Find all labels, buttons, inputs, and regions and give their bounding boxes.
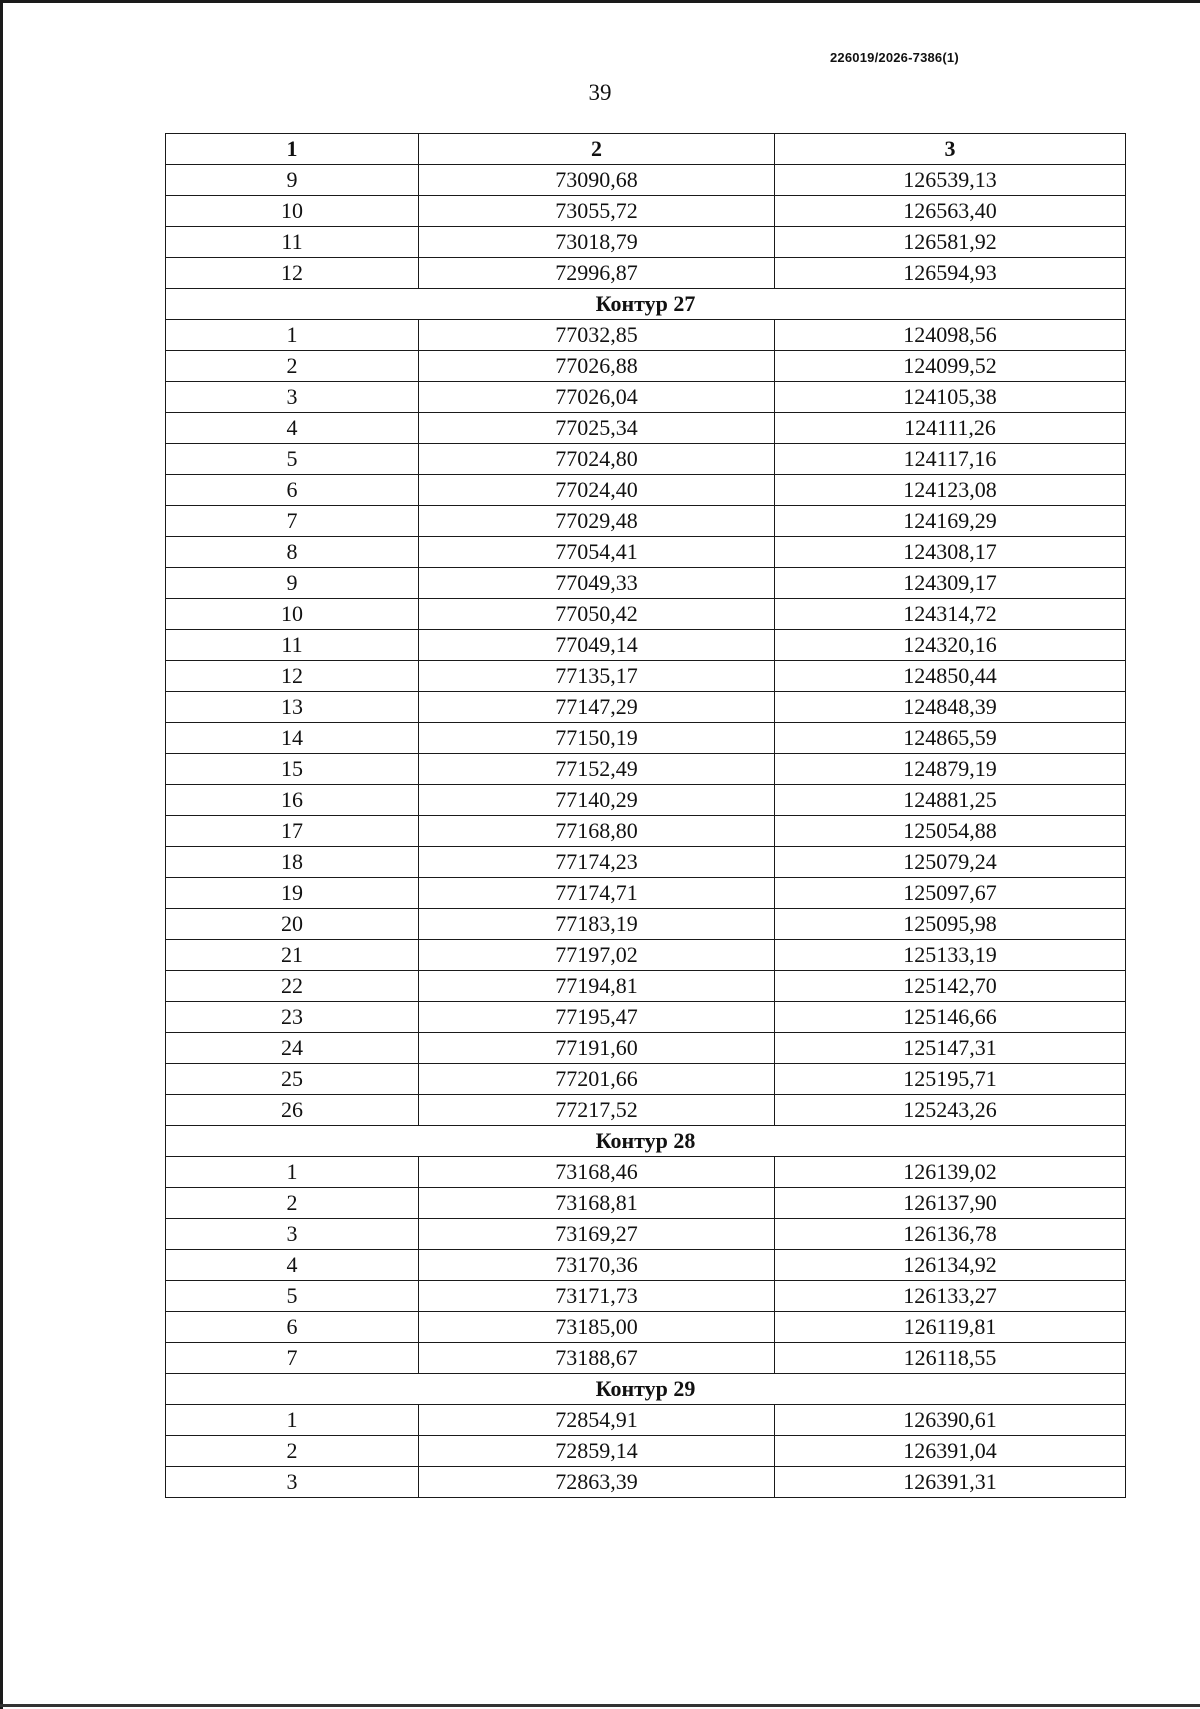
coordinate-x-cell: 77026,88 (419, 351, 775, 382)
point-number-cell: 14 (166, 723, 419, 754)
point-number-cell: 8 (166, 537, 419, 568)
coordinate-x-cell: 77194,81 (419, 971, 775, 1002)
point-number-cell: 10 (166, 196, 419, 227)
column-header: 1 (166, 134, 419, 165)
table-row (166, 878, 1126, 909)
coordinate-y-cell: 125097,67 (775, 878, 1126, 909)
table-row (166, 661, 1126, 692)
coordinate-x-cell: 73188,67 (419, 1343, 775, 1374)
table-row (166, 940, 1126, 971)
coordinate-x-cell: 77183,19 (419, 909, 775, 940)
page-top-edge (0, 0, 1200, 3)
coordinate-x-cell: 77197,02 (419, 940, 775, 971)
coordinate-y-cell: 126539,13 (775, 165, 1126, 196)
point-number-cell: 4 (166, 413, 419, 444)
point-number-cell: 4 (166, 1250, 419, 1281)
coordinate-y-cell: 126134,92 (775, 1250, 1126, 1281)
coordinate-y-cell: 125243,26 (775, 1095, 1126, 1126)
coordinate-x-cell: 73018,79 (419, 227, 775, 258)
point-number-cell: 2 (166, 351, 419, 382)
table-row (166, 692, 1126, 723)
coordinate-x-cell: 77050,42 (419, 599, 775, 630)
table-row (166, 258, 1126, 289)
coordinate-y-cell: 124879,19 (775, 754, 1126, 785)
coordinate-x-cell: 77025,34 (419, 413, 775, 444)
coordinate-y-cell: 124865,59 (775, 723, 1126, 754)
point-number-cell: 22 (166, 971, 419, 1002)
coordinate-y-cell: 126118,55 (775, 1343, 1126, 1374)
table-row (166, 785, 1126, 816)
coordinate-x-cell: 73168,81 (419, 1188, 775, 1219)
table-row (166, 1188, 1126, 1219)
point-number-cell: 13 (166, 692, 419, 723)
coordinate-y-cell: 125095,98 (775, 909, 1126, 940)
contour-title: Контур 27 (166, 289, 1126, 320)
column-header: 3 (775, 134, 1126, 165)
coordinate-y-cell: 124314,72 (775, 599, 1126, 630)
table-row (166, 754, 1126, 785)
point-number-cell: 11 (166, 630, 419, 661)
coordinate-y-cell: 124308,17 (775, 537, 1126, 568)
coordinate-y-cell: 124848,39 (775, 692, 1126, 723)
coordinate-x-cell: 73168,46 (419, 1157, 775, 1188)
table-row (166, 1436, 1126, 1467)
point-number-cell: 5 (166, 1281, 419, 1312)
coordinate-x-cell: 73090,68 (419, 165, 775, 196)
coordinate-y-cell: 124111,26 (775, 413, 1126, 444)
coordinate-x-cell: 73171,73 (419, 1281, 775, 1312)
point-number-cell: 5 (166, 444, 419, 475)
point-number-cell: 3 (166, 382, 419, 413)
coordinate-y-cell: 126139,02 (775, 1157, 1126, 1188)
coordinate-y-cell: 124117,16 (775, 444, 1126, 475)
table-row (166, 723, 1126, 754)
coordinate-y-cell: 124309,17 (775, 568, 1126, 599)
table-row (166, 568, 1126, 599)
coordinate-x-cell: 72854,91 (419, 1405, 775, 1436)
coordinate-x-cell: 77049,14 (419, 630, 775, 661)
table-row (166, 351, 1126, 382)
contour-title: Контур 29 (166, 1374, 1126, 1405)
table-row (166, 1064, 1126, 1095)
table-row (166, 1467, 1126, 1498)
point-number-cell: 25 (166, 1064, 419, 1095)
coordinate-y-cell: 126136,78 (775, 1219, 1126, 1250)
coordinate-x-cell: 77024,40 (419, 475, 775, 506)
coordinate-x-cell: 77147,29 (419, 692, 775, 723)
coordinate-y-cell: 124850,44 (775, 661, 1126, 692)
point-number-cell: 15 (166, 754, 419, 785)
table-row (166, 1033, 1126, 1064)
coordinate-y-cell: 124123,08 (775, 475, 1126, 506)
table-row (166, 320, 1126, 351)
coordinate-x-cell: 72859,14 (419, 1436, 775, 1467)
coordinate-y-cell: 125054,88 (775, 816, 1126, 847)
table-row (166, 909, 1126, 940)
point-number-cell: 11 (166, 227, 419, 258)
coordinate-y-cell: 126581,92 (775, 227, 1126, 258)
coordinate-x-cell: 77135,17 (419, 661, 775, 692)
coordinate-y-cell: 126563,40 (775, 196, 1126, 227)
table-body (166, 165, 1126, 1498)
coordinate-y-cell: 125142,70 (775, 971, 1126, 1002)
point-number-cell: 6 (166, 1312, 419, 1343)
coordinate-y-cell: 124105,38 (775, 382, 1126, 413)
table-row (166, 1312, 1126, 1343)
point-number-cell: 7 (166, 1343, 419, 1374)
coordinate-y-cell: 126137,90 (775, 1188, 1126, 1219)
coordinate-x-cell: 77032,85 (419, 320, 775, 351)
table-row (166, 1250, 1126, 1281)
document-reference: 226019/2026-7386(1) (830, 50, 959, 65)
page-left-edge (0, 0, 3, 1709)
point-number-cell: 26 (166, 1095, 419, 1126)
point-number-cell: 1 (166, 1405, 419, 1436)
point-number-cell: 12 (166, 258, 419, 289)
table-row (166, 444, 1126, 475)
coordinate-x-cell: 72996,87 (419, 258, 775, 289)
table-row (166, 382, 1126, 413)
coordinate-x-cell: 72863,39 (419, 1467, 775, 1498)
table-row (166, 1281, 1126, 1312)
coordinate-y-cell: 125195,71 (775, 1064, 1126, 1095)
point-number-cell: 9 (166, 165, 419, 196)
point-number-cell: 2 (166, 1188, 419, 1219)
coordinate-y-cell: 125146,66 (775, 1002, 1126, 1033)
point-number-cell: 2 (166, 1436, 419, 1467)
coordinate-x-cell: 77217,52 (419, 1095, 775, 1126)
contour-section-row (166, 1126, 1126, 1157)
point-number-cell: 3 (166, 1219, 419, 1250)
contour-section-row (166, 1374, 1126, 1405)
coordinate-y-cell: 125147,31 (775, 1033, 1126, 1064)
coordinate-y-cell: 126391,04 (775, 1436, 1126, 1467)
table-row (166, 1095, 1126, 1126)
table-row (166, 847, 1126, 878)
coordinate-x-cell: 77152,49 (419, 754, 775, 785)
point-number-cell: 18 (166, 847, 419, 878)
coordinate-y-cell: 126390,61 (775, 1405, 1126, 1436)
table-row (166, 630, 1126, 661)
table-row (166, 475, 1126, 506)
coordinate-y-cell: 124320,16 (775, 630, 1126, 661)
coordinate-x-cell: 77201,66 (419, 1064, 775, 1095)
table-row (166, 506, 1126, 537)
coordinate-y-cell: 125133,19 (775, 940, 1126, 971)
table-row (166, 971, 1126, 1002)
coordinate-y-cell: 124169,29 (775, 506, 1126, 537)
coordinate-y-cell: 124099,52 (775, 351, 1126, 382)
coordinate-x-cell: 77195,47 (419, 1002, 775, 1033)
coordinate-y-cell: 126119,81 (775, 1312, 1126, 1343)
coordinate-x-cell: 77049,33 (419, 568, 775, 599)
column-header: 2 (419, 134, 775, 165)
coordinate-x-cell: 73170,36 (419, 1250, 775, 1281)
point-number-cell: 9 (166, 568, 419, 599)
point-number-cell: 19 (166, 878, 419, 909)
coordinate-y-cell: 124098,56 (775, 320, 1126, 351)
coordinate-x-cell: 77168,80 (419, 816, 775, 847)
page-bottom-edge (0, 1704, 1200, 1707)
coordinate-y-cell: 126594,93 (775, 258, 1126, 289)
point-number-cell: 20 (166, 909, 419, 940)
contour-section-row (166, 289, 1126, 320)
point-number-cell: 1 (166, 320, 419, 351)
table-row (166, 1157, 1126, 1188)
coordinate-y-cell: 126391,31 (775, 1467, 1126, 1498)
page-number: 39 (588, 80, 612, 105)
table-row (166, 1219, 1126, 1250)
point-number-cell: 10 (166, 599, 419, 630)
table-row (166, 537, 1126, 568)
point-number-cell: 6 (166, 475, 419, 506)
table-row (166, 196, 1126, 227)
coordinate-x-cell: 77150,19 (419, 723, 775, 754)
coordinates-table (165, 133, 1126, 1498)
table-header-row (166, 134, 1126, 165)
table-row (166, 227, 1126, 258)
coordinate-x-cell: 77026,04 (419, 382, 775, 413)
point-number-cell: 17 (166, 816, 419, 847)
point-number-cell: 7 (166, 506, 419, 537)
coordinate-x-cell: 77029,48 (419, 506, 775, 537)
point-number-cell: 16 (166, 785, 419, 816)
coordinate-y-cell: 125079,24 (775, 847, 1126, 878)
point-number-cell: 1 (166, 1157, 419, 1188)
coordinate-x-cell: 73185,00 (419, 1312, 775, 1343)
coordinate-y-cell: 124881,25 (775, 785, 1126, 816)
table-row (166, 1002, 1126, 1033)
table-row (166, 816, 1126, 847)
coordinate-x-cell: 77140,29 (419, 785, 775, 816)
coordinate-x-cell: 77054,41 (419, 537, 775, 568)
coordinate-x-cell: 73055,72 (419, 196, 775, 227)
table-row (166, 1405, 1126, 1436)
coordinate-y-cell: 126133,27 (775, 1281, 1126, 1312)
point-number-cell: 23 (166, 1002, 419, 1033)
coordinate-x-cell: 77191,60 (419, 1033, 775, 1064)
coordinate-x-cell: 77174,71 (419, 878, 775, 909)
point-number-cell: 3 (166, 1467, 419, 1498)
point-number-cell: 24 (166, 1033, 419, 1064)
point-number-cell: 21 (166, 940, 419, 971)
coordinate-x-cell: 77024,80 (419, 444, 775, 475)
coordinate-x-cell: 73169,27 (419, 1219, 775, 1250)
table-row (166, 1343, 1126, 1374)
point-number-cell: 12 (166, 661, 419, 692)
table-row (166, 413, 1126, 444)
coordinate-x-cell: 77174,23 (419, 847, 775, 878)
table-row (166, 165, 1126, 196)
table-row (166, 599, 1126, 630)
contour-title: Контур 28 (166, 1126, 1126, 1157)
